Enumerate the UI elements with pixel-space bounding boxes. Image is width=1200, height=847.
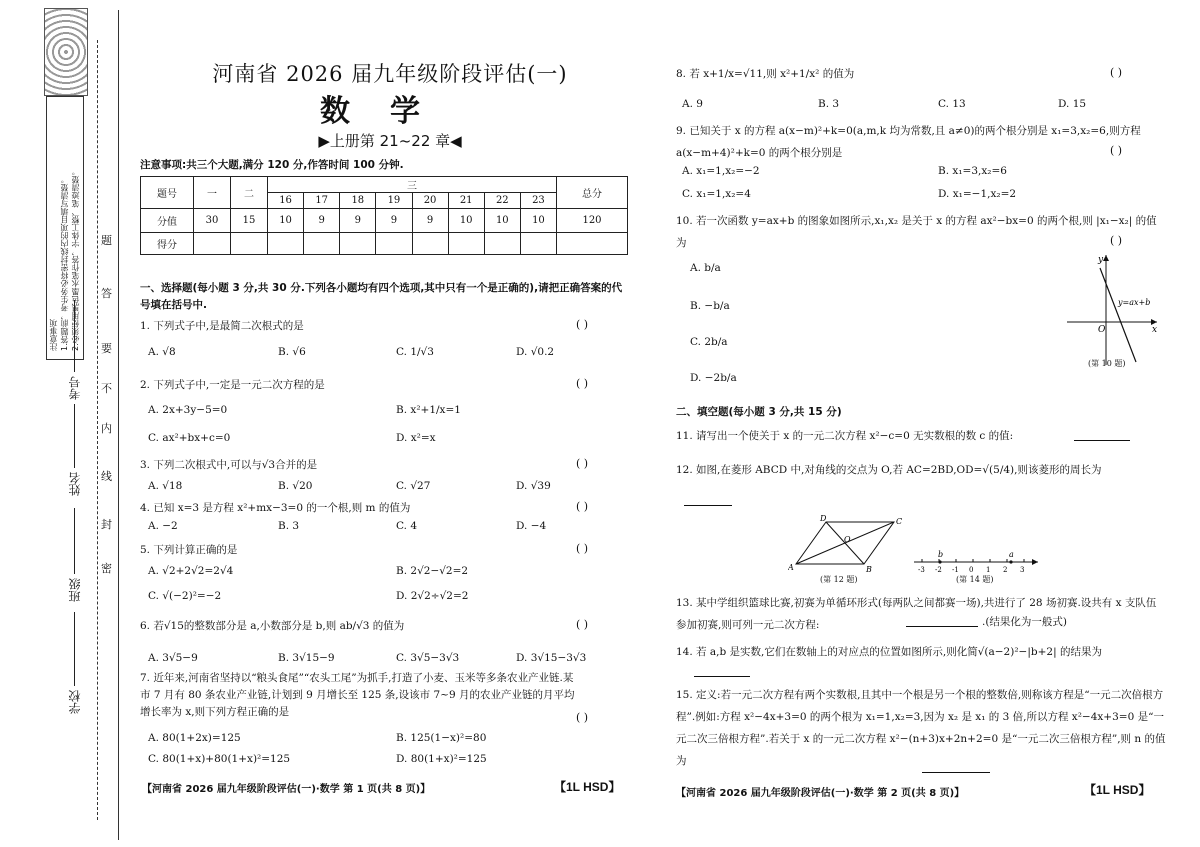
question-13: 13. 某中学组织篮球比赛,初赛为单循环形式(每两队之间都赛一场),共进行了 28 场初赛.设共有 x 支队伍参加初赛,则可列一元二次方程: xyxy=(676,597,1157,631)
q4-option-b: B. 3 xyxy=(278,520,300,532)
q3-option-c: C. √27 xyxy=(396,480,431,492)
seal-char: 封 xyxy=(101,518,112,531)
question-5: 5. 下列计算正确的是 xyxy=(140,544,238,556)
seal-char: 题 xyxy=(101,234,112,247)
q10-axis-x: x xyxy=(1152,325,1158,335)
answer-paren[interactable]: ( ) xyxy=(1110,66,1123,79)
q1-option-c: C. 1/√3 xyxy=(396,346,434,358)
q14-tick-label: -3 xyxy=(918,566,925,574)
question-15: 15. 定义:若一元二次方程有两个实数根,且其中一个根是另一个根的整数倍,则称该方程是“一元二次倍根方程”.例如:方程 x²−4x+3=0 的两个根为 x₁=1,x₂=3,因为 x₂ 是 x₁ 的 3 倍,所以方程 x²−4x+3=0 是“一元二次三倍根方程”.若关于 x 的一元二次方程 x²−(n+3)x+2n+2=0 是“一元二次三倍根方程”,则 n 的值为 xyxy=(676,689,1166,767)
q14-tick-label: 3 xyxy=(1020,566,1025,574)
q8-option-d: D. 15 xyxy=(1058,98,1087,110)
seal-char: 密 xyxy=(101,562,112,575)
question-2: 2. 下列式子中,一定是一元二次方程的是 xyxy=(140,379,325,391)
section-1-heading: 一、选择题(每小题 3 分,共 30 分.下列各小题均有四个选项,其中只有一个是正确的),请把正确答案的代号填在括号中. xyxy=(140,282,623,311)
question-10: 10. 若一次函数 y=ax+b 的图象如图所示,x₁,x₂ 是关于 x 的方程 ax²−bx=0 的两个根,则 |x₁−x₂| 的值为 xyxy=(676,215,1157,249)
question-7: 7. 近年来,河南省坚持以“粮头食尾”“农头工尾”为抓手,打造了小麦、玉米等多条农业产业链.某市 7 月有 80 条农业产业链,计划到 9 月增长至 125 条,设该市 7~9 月的农业产业链的月平均增长率为 x,则下列方程正确的是 xyxy=(140,672,575,718)
question-12: 12. 如图,在菱形 ABCD 中,对角线的交点为 O,若 AC=2BD,OD=√(5/4),则该菱形的周长为 xyxy=(676,464,1102,476)
q5-option-b: B. 2√2−√2=2 xyxy=(396,565,469,577)
question-1: 1. 下列式子中,是最简二次根式的是 xyxy=(140,320,304,332)
q10-option-d: D. −2b/a xyxy=(690,372,737,384)
score-cell[interactable] xyxy=(268,233,304,255)
margin-line xyxy=(118,10,119,840)
q7-option-a: A. 80(1+2x)=125 xyxy=(148,732,241,744)
score-cell[interactable] xyxy=(557,233,628,255)
q14-tick-label: -1 xyxy=(952,566,959,574)
cell-value: 9 xyxy=(340,209,376,233)
cell-header: 二 xyxy=(231,177,268,209)
q2-option-c: C. ax²+bx+c=0 xyxy=(148,432,231,444)
answer-paren[interactable]: ( ) xyxy=(576,377,589,390)
score-cell[interactable] xyxy=(376,233,412,255)
cell-header: 题号 xyxy=(141,177,194,209)
seal-char: 线 xyxy=(101,470,112,483)
q12-label-b: B xyxy=(866,565,872,574)
q14-point-a: a xyxy=(1009,550,1014,559)
notice-title: 注意事项 xyxy=(49,319,58,351)
q9-option-d: D. x₁=−1,x₂=2 xyxy=(938,188,1017,200)
question-11: 11. 请写出一个使关于 x 的一元二次方程 x²−c=0 无实数根的数 c 的值: xyxy=(676,430,1014,442)
q11-answer-blank[interactable] xyxy=(1074,440,1130,441)
score-cell[interactable] xyxy=(304,233,340,255)
q12-answer-blank[interactable] xyxy=(684,505,732,506)
q6-option-d: D. 3√15−3√3 xyxy=(516,652,587,664)
cell-row-label: 得分 xyxy=(141,233,194,255)
q10-caption: (第 10 题) xyxy=(1088,359,1126,368)
q12-label-d: D xyxy=(820,514,827,523)
q9-option-b: B. x₁=3,x₂=6 xyxy=(938,165,1007,177)
q7-option-c: C. 80(1+x)+80(1+x)²=125 xyxy=(148,753,291,765)
q10-option-b: B. −b/a xyxy=(690,300,730,312)
cell-header: 三 xyxy=(268,177,557,193)
question-9: 9. 已知关于 x 的方程 a(x−m)²+k=0(a,m,k 均为常数,且 a≠0)的两个根分别是 x₁=3,x₂=6,则方程 a(x−m+4)²+k=0 的两个根分别是 xyxy=(676,125,1141,159)
cell-row-label: 分值 xyxy=(141,209,194,233)
q14-tick-label: 2 xyxy=(1003,566,1008,574)
cell-subheader: 22 xyxy=(484,193,520,209)
answer-paren[interactable]: ( ) xyxy=(576,318,589,331)
q10-axis-y: y xyxy=(1098,255,1104,265)
q12-label-o: O xyxy=(844,535,851,544)
notice-line-1: 1.答题前，考生务必将密封线内的项目填写清楚。 xyxy=(60,175,69,351)
answer-paren[interactable]: ( ) xyxy=(576,542,589,555)
cell-subheader: 16 xyxy=(268,193,304,209)
q13-answer-blank[interactable] xyxy=(906,626,978,627)
q4-option-c: C. 4 xyxy=(396,520,418,532)
subject-title: 数学 xyxy=(320,94,460,129)
q4-option-d: D. −4 xyxy=(516,520,547,532)
cell-value: 10 xyxy=(520,209,556,233)
q10-line-label: y=ax+b xyxy=(1118,298,1151,307)
q12-label-a: A xyxy=(788,563,794,572)
binding-strip xyxy=(0,0,128,847)
cell-value: 9 xyxy=(412,209,448,233)
q12-label-c: C xyxy=(896,517,903,526)
q9-option-c: C. x₁=1,x₂=4 xyxy=(682,188,751,200)
cell-subheader: 20 xyxy=(412,193,448,209)
page-footer: 【河南省 2026 届九年级阶段评估(一)·数学 第 2 页(共 8 页)】 xyxy=(676,788,965,799)
q10-origin: O xyxy=(1098,325,1106,335)
q7-option-b: B. 125(1−x)²=80 xyxy=(396,732,487,744)
score-cell[interactable] xyxy=(520,233,556,255)
notice-box xyxy=(46,96,84,360)
notice-line-2: 2.必须使用黑色墨水笔作答，字体工整、笔迹清楚。 xyxy=(71,167,80,351)
q15-answer-blank[interactable] xyxy=(922,772,990,773)
q5-option-c: C. √(−2)²=−2 xyxy=(148,590,222,602)
cell-subheader: 17 xyxy=(304,193,340,209)
q5-option-d: D. 2√2÷√2=2 xyxy=(396,590,469,602)
cell-value: 10 xyxy=(448,209,484,233)
paper-code-badge: 【1L HSD】 xyxy=(554,780,621,794)
page-left xyxy=(130,0,630,847)
question-6: 6. 若√15的整数部分是 a,小数部分是 b,则 ab/√3 的值为 xyxy=(140,620,405,632)
question-14: 14. 若 a,b 是实数,它们在数轴上的对应点的位置如图所示,则化简√(a−2)²−|b+2| 的结果为 xyxy=(676,646,1102,658)
cell-value: 10 xyxy=(268,209,304,233)
q1-option-a: A. √8 xyxy=(148,346,176,358)
cell-value: 9 xyxy=(376,209,412,233)
seal-char: 内 xyxy=(101,422,112,435)
q10-option-c: C. 2b/a xyxy=(690,336,728,348)
question-8: 8. 若 x+1/x=√11,则 x²+1/x² 的值为 xyxy=(676,68,855,80)
cell-header: 总分 xyxy=(557,177,628,209)
field-xingming-line[interactable] xyxy=(74,404,75,468)
cell-value: 10 xyxy=(484,209,520,233)
q14-tick-label: 0 xyxy=(969,566,974,574)
field-kaohao-line[interactable] xyxy=(74,300,75,372)
q3-option-d: D. √39 xyxy=(516,480,551,492)
q8-option-c: C. 13 xyxy=(938,98,966,110)
answer-paren[interactable]: ( ) xyxy=(576,711,589,724)
page-footer: 【河南省 2026 届九年级阶段评估(一)·数学 第 1 页(共 8 页)】 xyxy=(142,784,431,795)
question-3: 3. 下列二次根式中,可以与√3合并的是 xyxy=(140,459,318,471)
field-kaohao-label: 考号 xyxy=(68,376,82,400)
q13-tail: .(结果化为一般式) xyxy=(982,616,1068,628)
score-table xyxy=(140,176,628,255)
cell-value: 120 xyxy=(557,209,628,233)
score-cell[interactable] xyxy=(194,233,231,255)
q8-option-a: A. 9 xyxy=(682,98,703,110)
cell-subheader: 21 xyxy=(448,193,484,209)
exam-title: 河南省 2026 届九年级阶段评估(一) xyxy=(212,62,568,86)
answer-paren[interactable]: ( ) xyxy=(576,618,589,631)
q2-option-d: D. x²=x xyxy=(396,432,436,444)
q12-caption: (第 12 题) xyxy=(820,575,858,584)
q14-caption: (第 14 题) xyxy=(956,575,994,584)
q6-option-a: A. 3√5−9 xyxy=(148,652,198,664)
seal-line xyxy=(97,40,98,820)
q6-option-b: B. 3√15−9 xyxy=(278,652,335,664)
q14-answer-blank[interactable] xyxy=(694,676,750,677)
section-2-heading: 二、填空题(每小题 3 分,共 15 分) xyxy=(676,406,842,418)
field-banji-label: 班级 xyxy=(68,578,82,602)
field-xuexiao-line[interactable] xyxy=(74,612,75,686)
answer-paren[interactable]: ( ) xyxy=(576,500,589,513)
paper-code-badge: 【1L HSD】 xyxy=(1084,783,1151,797)
q10-option-a: A. b/a xyxy=(690,262,721,274)
score-cell[interactable] xyxy=(484,233,520,255)
q3-option-b: B. √20 xyxy=(278,480,313,492)
q8-option-b: B. 3 xyxy=(818,98,840,110)
page-right xyxy=(670,0,1170,847)
scope-label: ▶上册第 21~22 章◀ xyxy=(318,132,462,150)
q10-figure xyxy=(1062,250,1162,370)
question-4: 4. 已知 x=3 是方程 x²+mx−3=0 的一个根,则 m 的值为 xyxy=(140,502,411,514)
seal-char: 要 xyxy=(101,342,112,355)
q2-option-b: B. x²+1/x=1 xyxy=(396,404,461,416)
cell-value: 30 xyxy=(194,209,231,233)
q7-option-d: D. 80(1+x)²=125 xyxy=(396,753,487,765)
q14-tick-label: -2 xyxy=(935,566,942,574)
seal-char: 不 xyxy=(101,382,112,395)
cell-subheader: 23 xyxy=(520,193,556,209)
q1-option-b: B. √6 xyxy=(278,346,306,358)
answer-paren[interactable]: ( ) xyxy=(1110,234,1123,247)
answer-paren[interactable]: ( ) xyxy=(576,457,589,470)
cell-header: 一 xyxy=(194,177,231,209)
punch-holes xyxy=(44,8,88,96)
q3-option-a: A. √18 xyxy=(148,480,183,492)
q2-option-a: A. 2x+3y−5=0 xyxy=(148,404,228,416)
q4-option-a: A. −2 xyxy=(148,520,178,532)
score-cell[interactable] xyxy=(412,233,448,255)
answer-paren[interactable]: ( ) xyxy=(1110,144,1123,157)
q1-option-d: D. √0.2 xyxy=(516,346,555,358)
field-xuexiao-label: 学校 xyxy=(68,690,82,714)
q12-figure xyxy=(788,514,904,574)
score-cell[interactable] xyxy=(448,233,484,255)
q14-point-b: b xyxy=(938,550,944,559)
score-cell[interactable] xyxy=(231,233,268,255)
q5-option-a: A. √2+2√2=2√4 xyxy=(148,565,234,577)
field-banji-line[interactable] xyxy=(74,508,75,574)
q9-option-a: A. x₁=1,x₂=−2 xyxy=(682,165,760,177)
q6-option-c: C. 3√5−3√3 xyxy=(396,652,460,664)
cell-value: 15 xyxy=(231,209,268,233)
cell-subheader: 19 xyxy=(376,193,412,209)
exam-notice: 注意事项:共三个大题,满分 120 分,作答时间 100 分钟. xyxy=(140,159,404,171)
q14-tick-label: 1 xyxy=(986,566,991,574)
score-cell[interactable] xyxy=(340,233,376,255)
field-xingming-label: 姓名 xyxy=(68,472,82,496)
cell-value: 9 xyxy=(304,209,340,233)
cell-subheader: 18 xyxy=(340,193,376,209)
seal-char: 答 xyxy=(101,287,112,300)
